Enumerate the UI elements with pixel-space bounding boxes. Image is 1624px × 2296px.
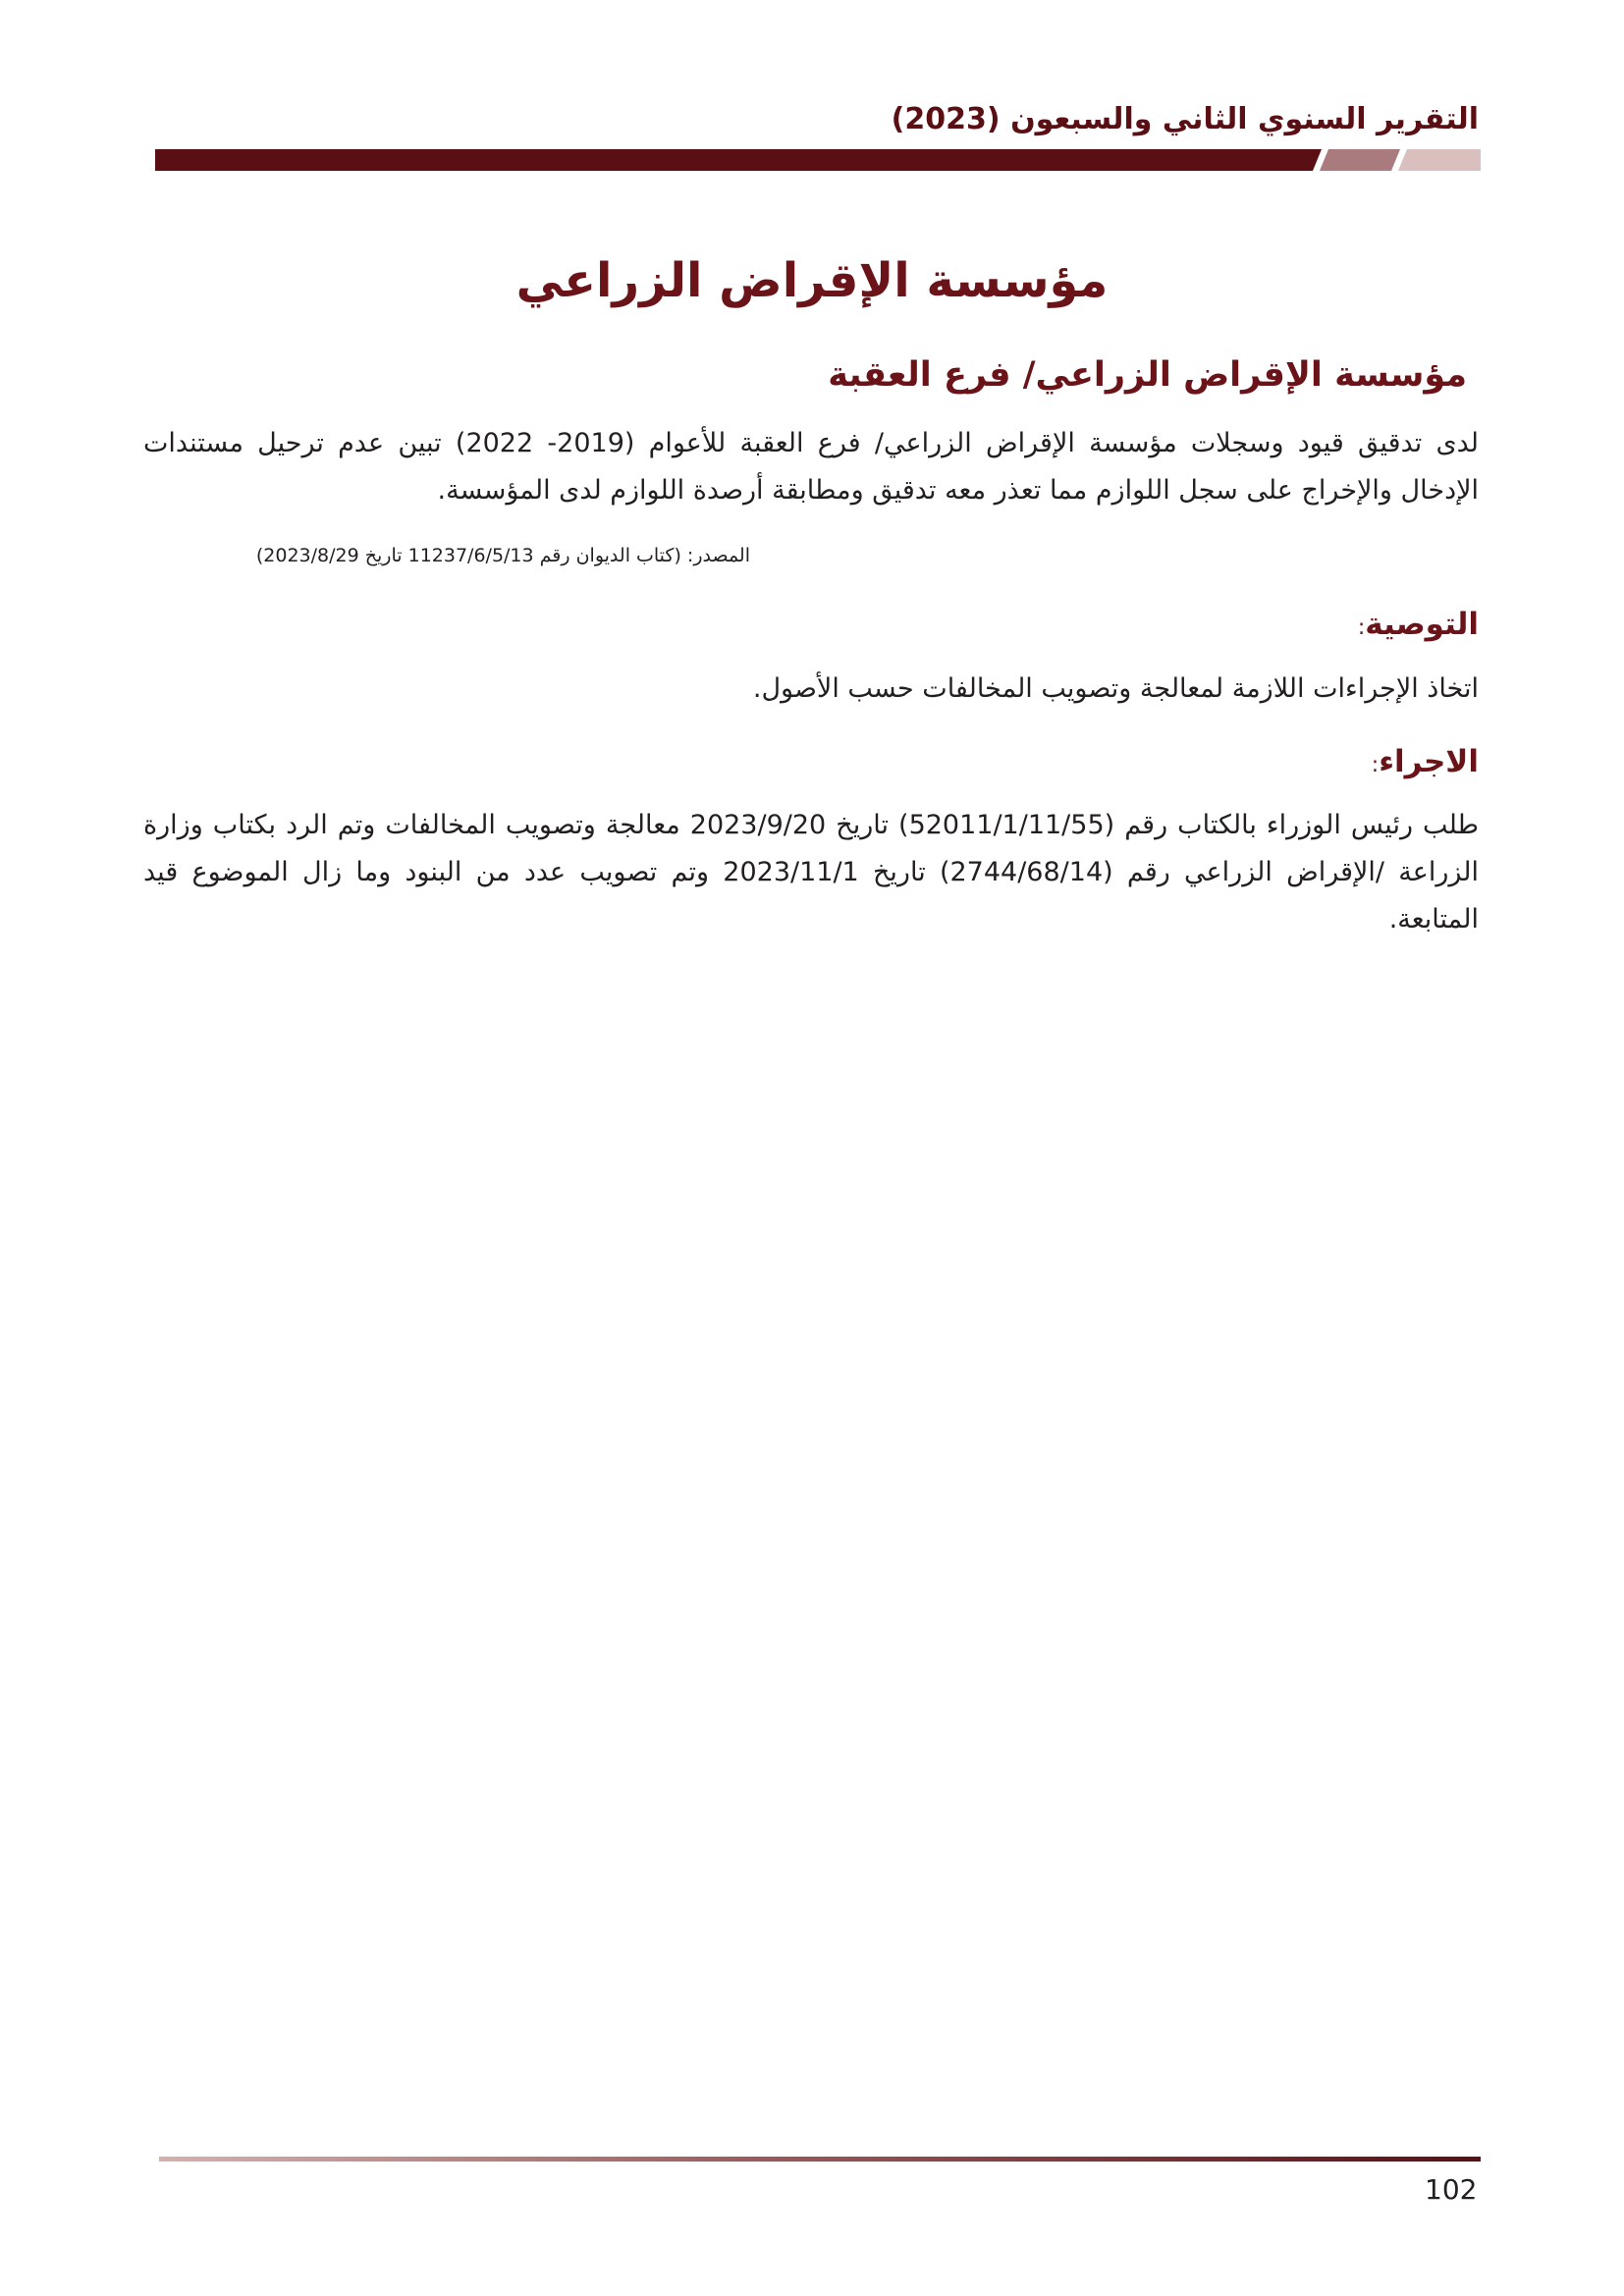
source-note: المصدر: (كتاب الديوان رقم 11237/6/5/13 تاريخ 2023/8/29) [255, 545, 750, 566]
action-label: الاجراء [1379, 744, 1479, 779]
page-title: مؤسسة الإقراض الزراعي [515, 253, 1109, 308]
recommendation-label: التوصية [1365, 607, 1479, 642]
report-header-title [892, 102, 1479, 136]
header-bar-mid-segment [1320, 149, 1400, 171]
report-year: (2023) [891, 102, 1001, 136]
recommendation-text: اتخاذ الإجراءات اللازمة لمعالجة وتصويب المخالفات حسب الأصول. [752, 673, 1479, 704]
header-bar-light-segment [1398, 149, 1481, 171]
action-paragraph: طلب رئيس الوزراء بالكتاب رقم (52011/1/11/55) تاريخ 2023/9/20 معالجة وتصويب المخالفات وتم الرد بكتاب وزارة الزراعة /الإقراض الزراعي رقم (2744/68/14) تاريخ 2023/11/1 وتم تصويب عدد من البنود وما زال الموضوع قيد المتابعة. [143, 810, 1480, 934]
report-title-text: التقرير السنوي الثاني والسبعون [1010, 102, 1479, 136]
finding-paragraph: لدى تدقيق قيود وسجلات مؤسسة الإقراض الزراعي/ فرع العقبة للأعوام (2019- 2022) تبين عدم ترحيل مستندات الإدخال والإخراج على سجل اللوازم مما تعذر معه تدقيق ومطابقة أرصدة اللوازم لدى المؤسسة. [143, 428, 1480, 506]
header-bar-dark-segment [155, 149, 1322, 171]
header-bar-shapes [155, 149, 1481, 171]
action-colon: : [1371, 753, 1380, 777]
header-decorative-bar [155, 149, 1481, 171]
recommendation-colon: : [1357, 615, 1366, 640]
footer-divider [159, 2157, 1481, 2162]
action-heading [1372, 744, 1479, 779]
page-number: 102 [1425, 2173, 1478, 2206]
section-heading: مؤسسة الإقراض الزراعي/ فرع العقبة [828, 355, 1467, 395]
recommendation-heading [1358, 607, 1479, 642]
